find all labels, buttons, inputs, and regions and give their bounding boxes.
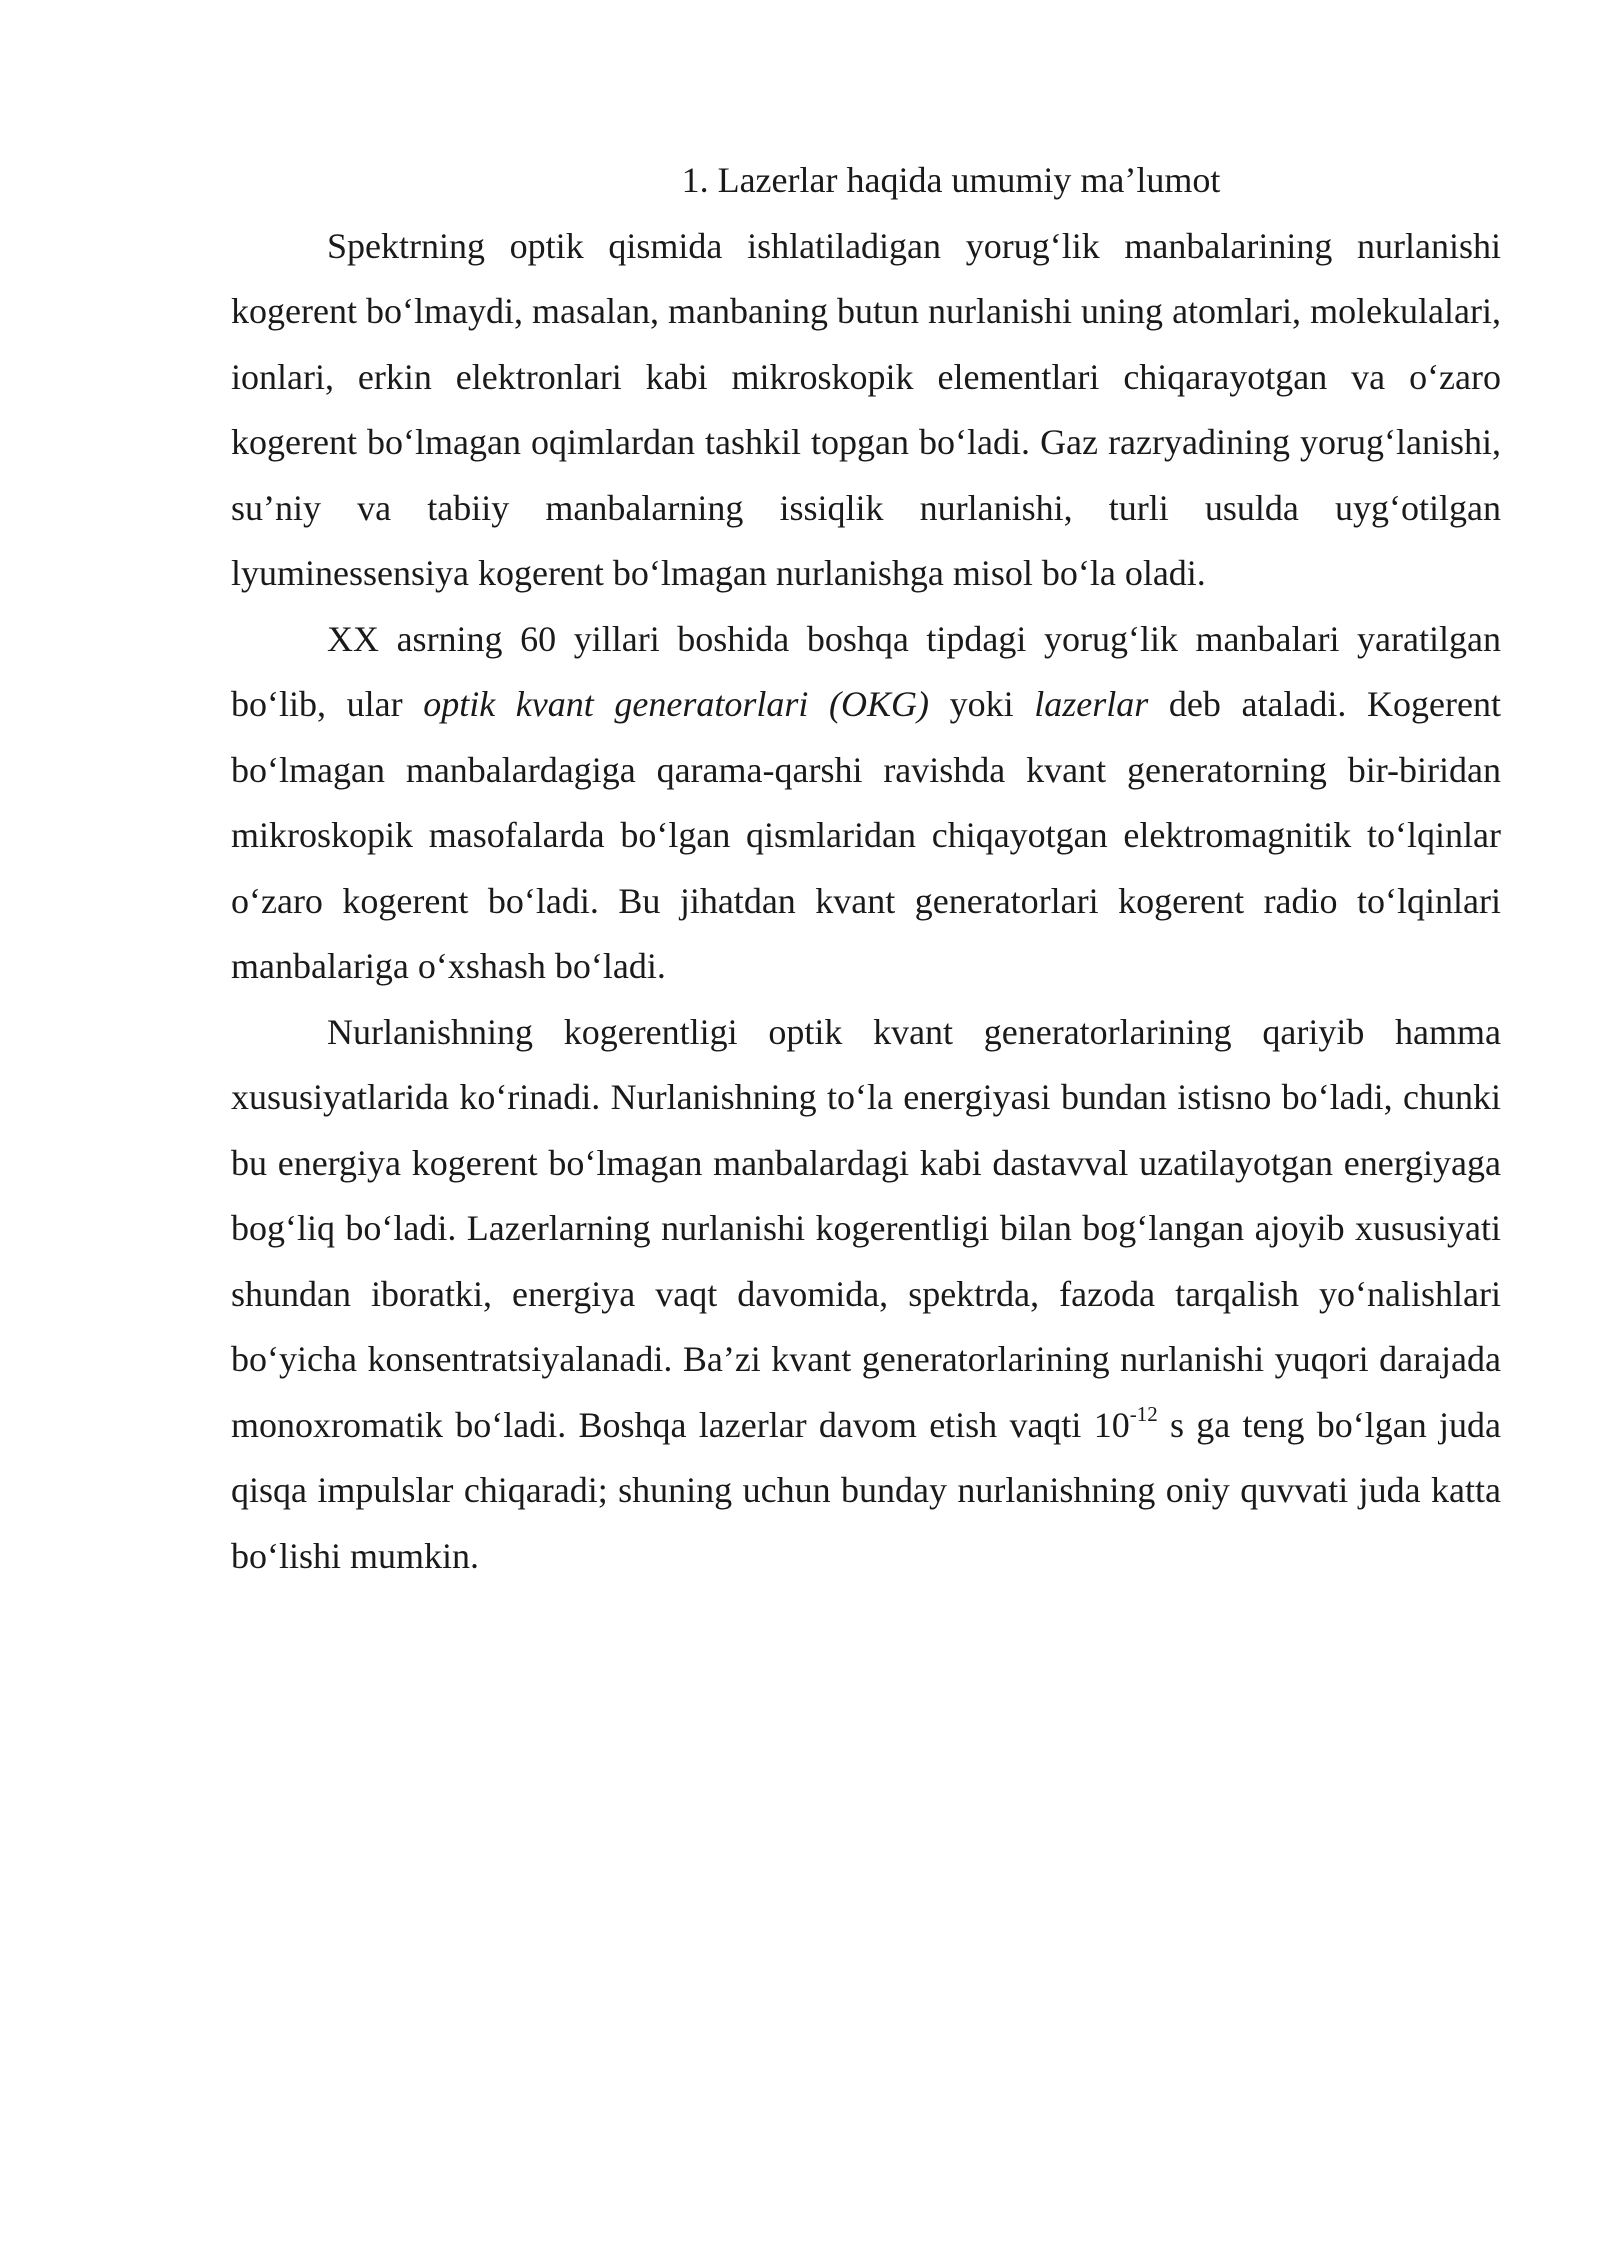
section-heading: 1. Lazerlar haqida umumiy ma’lumot bbox=[681, 160, 1221, 200]
paragraph-2-text-2: yoki bbox=[928, 684, 1035, 724]
paragraph-2-text-3: deb ataladi. Kogerent bo‘lmagan manbalardagiga qarama-qarshi ravishda kvant generatorning bir-biridan mikroskopik masofalarda bo‘lgan qismlaridan chiqayotgan elektromagnitik to‘lqinlar o‘zaro kogerent bo‘ladi. Bu jihatdan kvant generatorlari kogerent radio to‘lqinlari manbalariga o‘xshash bo‘ladi. bbox=[231, 684, 1501, 986]
paragraph-3-text-1: Nurlanishning kogerentligi optik kvant generatorlarining qariyib hamma xususiyatlarida ko‘rinadi. Nurlanishning to‘la energiyasi bundan istisno bo‘ladi, chunki bu energiya kogerent bo‘lmagan manbalardagi kabi dastavval uzatilayotgan energiyaga bog‘liq bo‘ladi. Lazerlarning nurlanishi kogerentligi bilan bog‘langan ajoyib xususiyati shundan iboratki, energiya vaqt davomida, spektrda, fazoda tarqalish yo‘nalishlari bo‘yicha konsentratsiyalanadi. Ba’zi kvant generatorlarining nurlanishi yuqori darajada monoxromatik bo‘ladi. Boshqa lazerlar davom etish vaqti 10 bbox=[231, 1011, 1501, 1445]
paragraph-2-italic-okg: optik kvant generatorlari (OKG) bbox=[423, 684, 929, 724]
paragraph-3 bbox=[231, 1000, 1501, 1590]
document-body bbox=[231, 148, 1501, 1589]
paragraph-3-text-2: s ga teng bo‘lgan juda qisqa impulslar chiqaradi; shuning uchun bunday nurlanishning oniy quvvati juda katta bo‘lishi mumkin. bbox=[231, 1404, 1502, 1576]
paragraph-2-text-1: XX asrning 60 yillari boshida boshqa tipdagi yorug‘lik manbalari yaratilgan bo‘lib, ular bbox=[231, 618, 1501, 724]
paragraph-1: Spektrning optik qismida ishlatiladigan yorug‘lik manbalarining nurlanishi kogerent bo‘lmaydi, masalan, manbaning butun nurlanishi uning atomlari, molekulalari, ionlari, erkin elektronlari kabi mikroskopik elementlari chiqarayotgan va o‘zaro kogerent bo‘lmagan oqimlardan tashkil topgan bo‘ladi. Gaz razryadining yorug‘lanishi, su’niy va tabiiy manbalarning issiqlik nurlanishi, turli usulda uyg‘otilgan lyuminessensiya kogerent bo‘lmagan nurlanishga misol bo‘la oladi. bbox=[231, 225, 1501, 593]
exponent-superscript: -12 bbox=[1129, 1401, 1158, 1426]
paragraph-2-italic-lazerlar: lazerlar bbox=[1034, 684, 1149, 724]
paragraph-2 bbox=[231, 607, 1501, 1000]
